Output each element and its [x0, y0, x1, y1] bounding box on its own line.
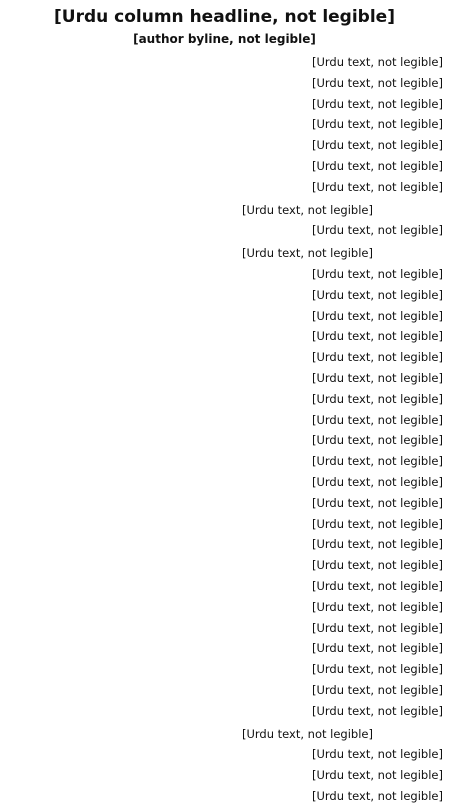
- text-line: [Urdu text, not legible]: [311, 599, 443, 614]
- article-paragraph: [6, 243, 443, 721]
- text-line: [Urdu text, not legible]: [311, 179, 443, 194]
- article-paragraph: [6, 52, 443, 198]
- text-line: [Urdu text, not legible]: [311, 495, 443, 510]
- text-line: [Urdu text, not legible]: [311, 537, 443, 552]
- text-line: [Urdu text, not legible]: [311, 223, 443, 238]
- text-line: [Urdu text, not legible]: [311, 662, 443, 677]
- text-line: [Urdu text, not legible]: [311, 350, 443, 365]
- text-line: [Urdu text, not legible]: [311, 620, 443, 635]
- text-line: [Urdu text, not legible]: [311, 788, 443, 803]
- text-line: [Urdu text, not legible]: [311, 158, 443, 173]
- text-line: [Urdu text, not legible]: [311, 55, 443, 69]
- text-line: [Urdu text, not legible]: [311, 308, 443, 323]
- text-line: [Urdu text, not legible]: [241, 726, 373, 741]
- text-line: [Urdu text, not legible]: [311, 703, 443, 718]
- article-paragraph: [6, 200, 443, 242]
- text-line: [Urdu text, not legible]: [311, 682, 443, 697]
- article-body: [6, 52, 443, 807]
- text-line: [Urdu text, not legible]: [311, 391, 443, 406]
- text-line: [Urdu text, not legible]: [311, 516, 443, 531]
- text-line: [Urdu text, not legible]: [311, 329, 443, 344]
- text-line: [Urdu text, not legible]: [311, 412, 443, 427]
- text-line: [Urdu text, not legible]: [311, 266, 443, 281]
- text-line: [Urdu text, not legible]: [311, 454, 443, 469]
- text-line: [Urdu text, not legible]: [311, 96, 443, 111]
- text-line: [Urdu text, not legible]: [241, 246, 373, 261]
- text-line: [Urdu text, not legible]: [311, 747, 443, 762]
- text-line: [Urdu text, not legible]: [311, 578, 443, 593]
- text-line: [Urdu text, not legible]: [311, 75, 443, 90]
- author-byline: [author byline, not legible]: [133, 32, 316, 46]
- text-line: [Urdu text, not legible]: [311, 474, 443, 489]
- text-line: [Urdu text, not legible]: [311, 117, 443, 132]
- text-line: [Urdu text, not legible]: [311, 370, 443, 385]
- text-line: [Urdu text, not legible]: [311, 768, 443, 783]
- text-line: [Urdu text, not legible]: [241, 202, 373, 217]
- article-paragraph: [6, 724, 443, 807]
- text-line: [Urdu text, not legible]: [311, 138, 443, 153]
- text-line: [Urdu text, not legible]: [311, 287, 443, 302]
- text-line: [Urdu text, not legible]: [311, 641, 443, 656]
- article-title: [Urdu column headline, not legible]: [53, 7, 395, 27]
- text-line: [Urdu text, not legible]: [311, 433, 443, 448]
- text-line: [Urdu text, not legible]: [311, 558, 443, 573]
